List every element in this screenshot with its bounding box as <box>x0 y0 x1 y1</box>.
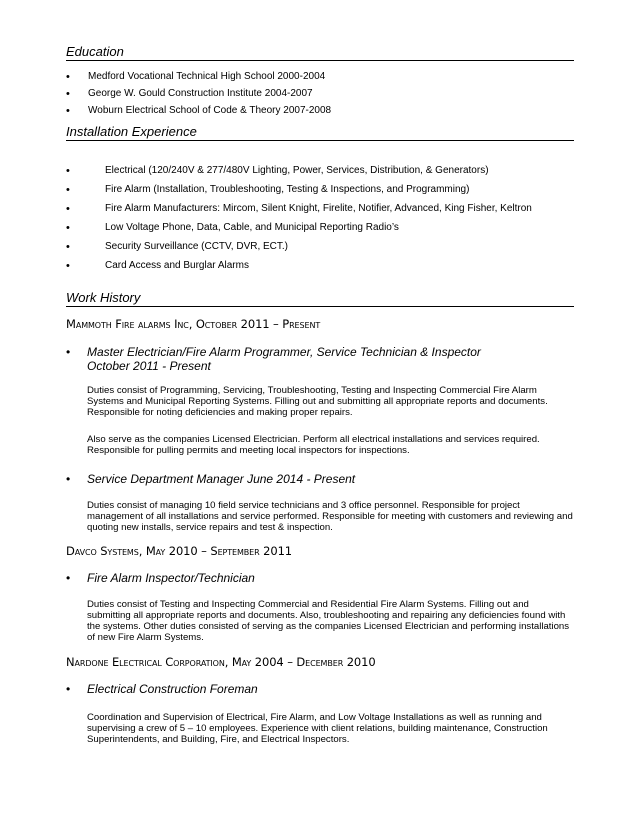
bullet-icon: • <box>66 203 70 215</box>
work-history-heading: Work History <box>66 290 574 307</box>
bullet-icon: • <box>66 682 71 696</box>
bullet-icon: • <box>66 71 70 83</box>
bullet-icon: • <box>66 222 70 234</box>
bullet-icon: • <box>66 241 70 253</box>
installation-heading: Installation Experience <box>66 124 574 141</box>
company-heading: Nardone Electrical Corporation, May 2004 – December 2010 <box>66 655 376 669</box>
company-heading: Mammoth Fire alarms Inc, October 2011 – Present <box>66 317 321 331</box>
bullet-icon: • <box>66 260 70 272</box>
bullet-icon: • <box>66 184 70 196</box>
bullet-icon: • <box>66 165 70 177</box>
education-heading: Education <box>66 44 574 61</box>
bullet-icon: • <box>66 105 70 117</box>
resume-page: Education • Medford Vocational Technical High School 2000-2004 • George W. Gould Construction Institute 2004-2007 • Woburn Electrical School of Code & Theory 2007-2008 Installation Experience • Electrical (120/240V & 277/480V Lighting, Power, Services, Distribution, & Generators) • Fire Alarm (Installation, Troubleshooting, Testing & Inspections, and Programming) • Fire Alarm Manufacturers: Mircom, Silent Knight, Firelite, Notifier, Advanced, King Fisher, Keltron • Low Voltage Phone, Data, Cable, and Municipal Reporting Radio’s • Security Surveillance (CCTV, DVR, ECT.) • Card Access and Burglar Alarms Work History Mammoth Fire alarms Inc, October 2011 – Present • Master Electrician/Fire Alarm Programmer, Service Technician & Inspector October 2011 - Present Duties consist of Programming, Servicing, Troubleshooting, Testing and Inspecting Commercial Fire Alarm Systems and Municipal Reporting Systems. Filling out and submitting all appropriate reports and documents. Responsible for noting deficiencies and making proper repairs. Also serve as the companies Licensed Electrician. Perform all electrical installations and services required. Responsible for pulling permits and meeting local inspectors for inspections. • Service Department Manager June 2014 - Present Duties consist of managing 10 field service technicians and 3 office personnel. Responsible for project management of all installations and service performed. Responsible for meeting with customers and reviewing and quoting new installs, service repairs and test & inspection. Davco Systems, May 2010 – September 2011 • Fire Alarm Inspector/Technician Duties consist of Testing and Inspecting Commercial and Residential Fire Alarm Systems. Filling out and submitting all appropriate reports and documents. Also, troubleshooting and repairing any deficiencies found with the systems. Other duties consisted of serving as the companies Licensed Electrician and performing installations of new Fire Alarm Systems. Nardone Electrical Corporation, May 2004 – December 2010 • Electrical Construction Foreman Coordination and Supervision of Electrical, Fire Alarm, and Low Voltage Installations as well as running and supervising a crew of 5 – 10 employees. Experience with client relations, building maintenance, Construction Superintendents, and Building, Fire, and Electrical Inspectors. <box>0 0 638 826</box>
duty-paragraph: Duties consist of Testing and Inspecting Commercial and Residential Fire Alarm Systems. Filling out and submitting all appropriate reports and documents. Also, troubleshooting and repairing any deficiencies found with the systems. Other duties consisted of serving as the companies Licensed Electrician and performing installations of new Fire Alarm Systems. <box>87 599 570 643</box>
bullet-icon: • <box>66 571 71 585</box>
duty-paragraph: Duties consist of managing 10 field service technicians and 3 office personnel. Responsible for project management of all installations and service performed. Responsible for meeting with customers and reviewing and quoting new installs, service repairs and test & inspection. <box>87 500 573 533</box>
company-heading: Davco Systems, May 2010 – September 2011 <box>66 544 293 558</box>
bullet-icon: • <box>66 88 70 100</box>
duty-paragraph: Coordination and Supervision of Electrical, Fire Alarm, and Low Voltage Installations as well as running and supervising a crew of 5 – 10 employees. Experience with client relations, building maintenance, Construction Superintendents, and Building, Fire, and Electrical Inspectors. <box>87 712 548 745</box>
bullet-icon: • <box>66 345 71 359</box>
duty-paragraph: Duties consist of Programming, Servicing, Troubleshooting, Testing and Inspecting Commercial Fire Alarm Systems and Municipal Reporting Systems. Filling out and submitting all appropriate reports and documents. Responsible for noting deficiencies and making proper repairs. <box>87 385 548 418</box>
duty-paragraph: Also serve as the companies Licensed Electrician. Perform all electrical installations and services required. Responsible for pulling permits and meeting local inspectors for inspections. <box>87 434 540 456</box>
bullet-icon: • <box>66 472 71 486</box>
